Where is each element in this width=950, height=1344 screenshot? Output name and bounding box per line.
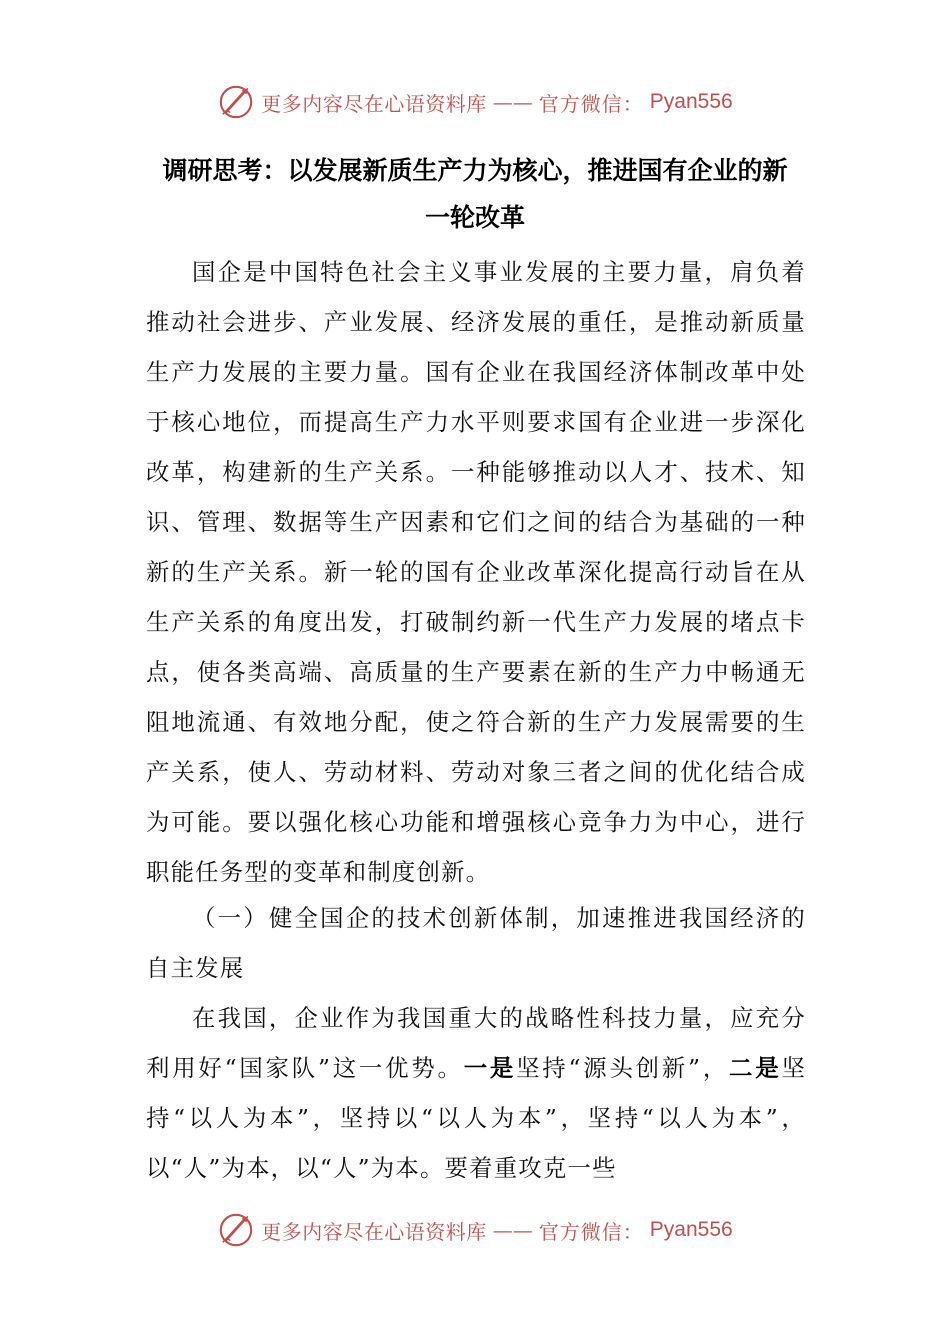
body-paragraph-2 bbox=[146, 993, 806, 1193]
watermark-wechat-id: Pyan556 bbox=[649, 90, 733, 113]
watermark-separator: —— bbox=[492, 1218, 533, 1242]
body-paragraph-1: 国企是中国特色社会主义事业发展的主要力量，肩负着推动社会进步、产业发展、经济发展的重任，是推动新质量生产力发展的主要力量。国有企业在我国经济体制改革中处于核心地位，而提高生产力水平则要求国有企业进一步深化改革，构建新的生产关系。一种能够推动以人才、技术、知识、管理、数据等生产因素和它们之间的结合为基础的一种新的生产关系。新一轮的国有企业改革深化提高行动旨在从生产关系的角度出发，打破制约新一代生产力发展的堵点卡点，使各类高端、高质量的生产要素在新的生产力中畅通无阻地流通、有效地分配，使之符合新的生产力发展需要的生产关系，使人、劳动材料、劳动对象三者之间的优化结合成为可能。要以强化核心功能和增强核心竞争力为中心，进行职能任务型的变革和制度创新。 bbox=[146, 258, 806, 886]
watermark-header bbox=[0, 80, 950, 124]
watermark-wechat-id: Pyan556 bbox=[649, 1218, 733, 1241]
section-heading-container bbox=[146, 893, 806, 993]
watermark-footer bbox=[0, 1208, 950, 1252]
paragraph-2-bold-second: 二是 bbox=[729, 1054, 782, 1082]
pen-circle-logo-icon bbox=[217, 1211, 255, 1249]
paragraph-2-bold-first: 一是 bbox=[463, 1054, 517, 1082]
pen-circle-logo-icon bbox=[217, 83, 255, 121]
watermark-text: 更多内容尽在心语资料库 bbox=[261, 91, 487, 116]
watermark-separator: —— bbox=[492, 90, 533, 114]
paragraph-2-part2: 坚持“源头创新”， bbox=[516, 1054, 730, 1082]
body-paragraph-1-container bbox=[146, 247, 806, 897]
paragraph-2-part3: 坚持“以人为本”，坚持以“以人为本”，坚持“以人为本”，以“人”为本，以“人”为本。要着重攻克一些 bbox=[146, 1054, 807, 1182]
watermark-wechat-label: 官方微信： bbox=[538, 91, 644, 116]
document-title-line2: 一轮改革 bbox=[424, 203, 525, 232]
watermark-wechat-label: 官方微信： bbox=[538, 1219, 644, 1244]
body-paragraph-2-container bbox=[146, 993, 806, 1193]
watermark-text: 更多内容尽在心语资料库 bbox=[261, 1219, 487, 1244]
paragraph-2-part1: 在我国，企业作为我国重大的战略性科技力量，应充分利用好“国家队”这一优势。 bbox=[146, 1004, 806, 1082]
section-heading: （一）健全国企的技术创新体制，加速推进我国经济的自主发展 bbox=[146, 904, 806, 982]
document-title-line1: 调研思考：以发展新质生产力为核心，推进国有企业的新 bbox=[162, 156, 788, 185]
